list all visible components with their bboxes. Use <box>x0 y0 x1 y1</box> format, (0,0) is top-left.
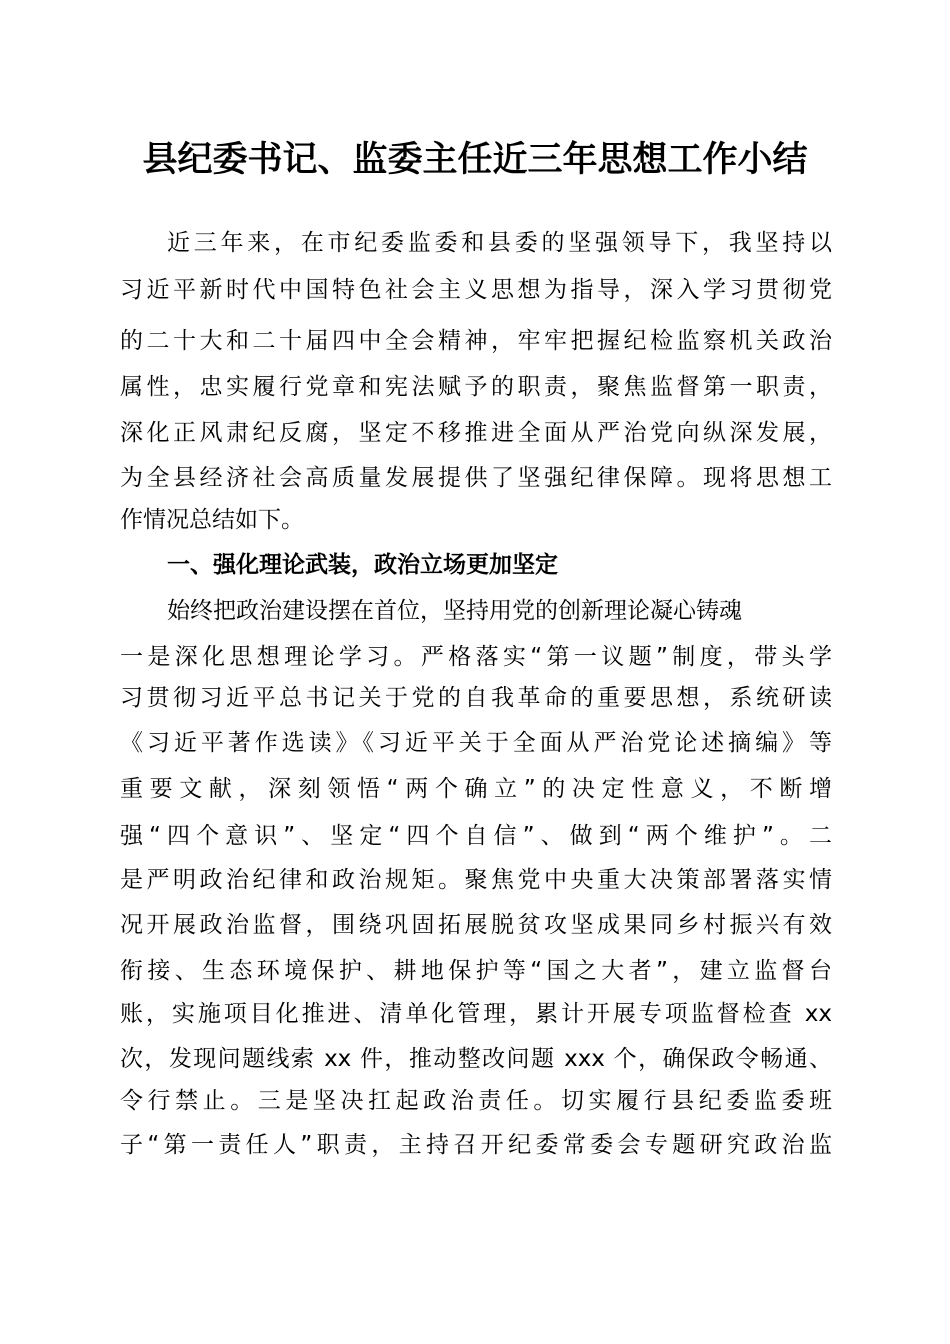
paragraph-line: 习近平新时代中国特色社会主义思想为指导，深入学习贯彻党 <box>120 277 832 303</box>
paragraph-line: 强“四个意识”、坚定“四个自信”、做到“两个维护”。二 <box>120 823 832 849</box>
paragraph-line: 况开展政治监督，围绕巩固拓展脱贫攻坚成果同乡村振兴有效 <box>120 912 832 938</box>
paragraph-line: 账，实施项目化推进、清单化管理，累计开展专项监督检查 xx <box>120 1001 832 1027</box>
paragraph-line: 是严明政治纪律和政治规矩。聚焦党中央重大决策部署落实情 <box>120 867 832 893</box>
paragraph-line: 作情况总结如下。 <box>120 507 304 533</box>
document-title: 县纪委书记、监委主任近三年思想工作小结 <box>142 139 808 180</box>
paragraph-line: 一是深化思想理论学习。严格落实“第一议题”制度，带头学 <box>120 644 832 670</box>
paragraph-line: 重要文献，深刻领悟“两个确立”的决定性意义，不断增 <box>120 776 832 802</box>
paragraph-line: 近三年来，在市纪委监委和县委的坚强领导下，我坚持以 <box>167 230 832 256</box>
paragraph-line: 为全县经济社会高质量发展提供了坚强纪律保障。现将思想工 <box>120 465 832 491</box>
paragraph-line: 深化正风肃纪反腐，坚定不移推进全面从严治党向纵深发展， <box>120 420 832 446</box>
paragraph-line: 次，发现问题线索 xx 件，推动整改问题 xxx 个，确保政令畅通、 <box>120 1046 832 1072</box>
paragraph-line: 的二十大和二十届四中全会精神，牢牢把握纪检监察机关政治 <box>120 328 832 354</box>
paragraph-line: 子“第一责任人”职责，主持召开纪委常委会专题研究政治监 <box>120 1132 832 1158</box>
paragraph-line: 令行禁止。三是坚决扛起政治责任。切实履行县纪委监委班 <box>120 1088 832 1114</box>
section-heading: 一、强化理论武装，政治立场更加坚定 <box>167 552 558 578</box>
paragraph-line: 习贯彻习近平总书记关于党的自我革命的重要思想，系统研读 <box>120 685 832 711</box>
paragraph-line: 衔接、生态环境保护、耕地保护等“国之大者”，建立监督台 <box>120 958 832 984</box>
paragraph-line: 属性，忠实履行党章和宪法赋予的职责，聚焦监督第一职责， <box>120 374 832 400</box>
paragraph-line: 《习近平著作选读》《习近平关于全面从严治党论述摘编》等 <box>120 730 832 756</box>
paragraph-line: 始终把政治建设摆在首位，坚持用党的创新理论凝心铸魂 <box>167 598 742 624</box>
